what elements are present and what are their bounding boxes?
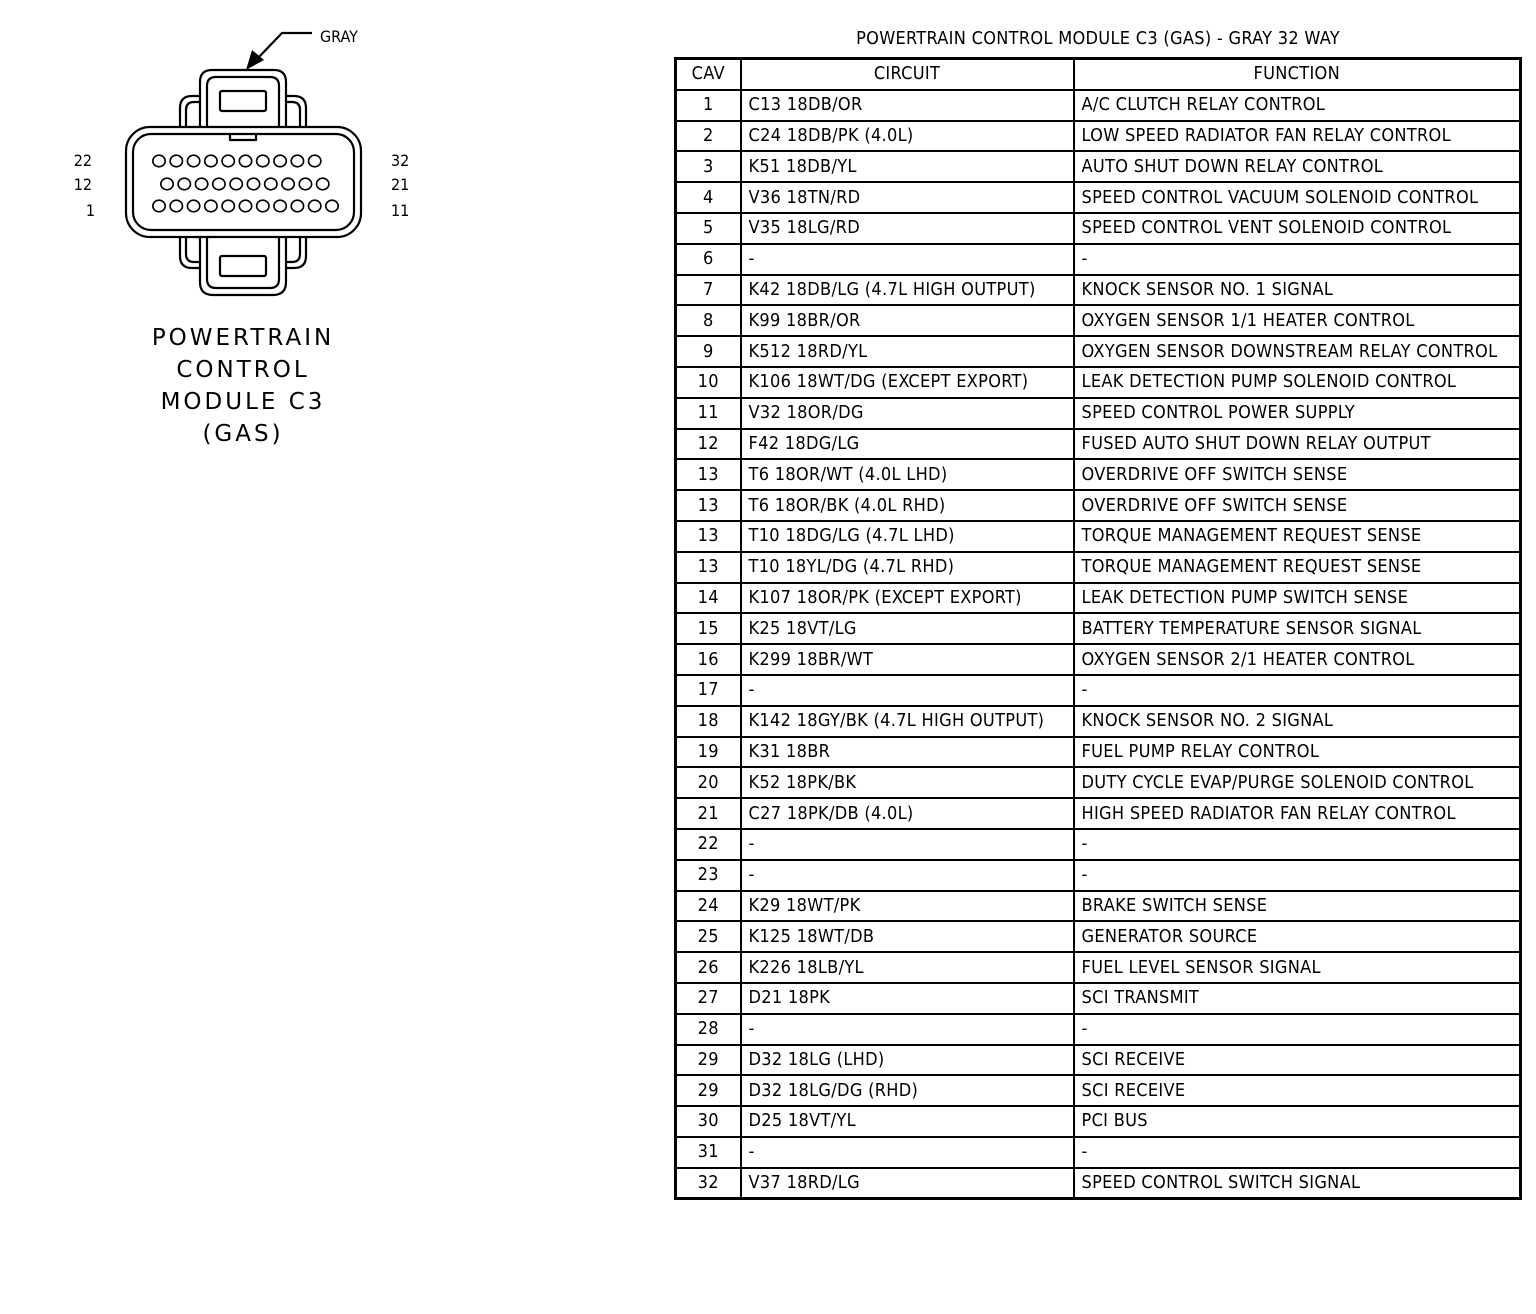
function-cell: LOW SPEED RADIATOR FAN RELAY CONTROL <box>1074 121 1521 152</box>
table-row <box>676 1014 1521 1045</box>
pin-cavity <box>257 200 269 212</box>
pin-cavity <box>178 178 190 190</box>
circuit-cell: V37 18RD/LG <box>741 1168 1074 1199</box>
table-row <box>676 1075 1521 1106</box>
circuit-cell: K299 18BR/WT <box>741 644 1074 675</box>
pin-cavity <box>170 200 182 212</box>
function-cell: - <box>1074 1014 1521 1045</box>
cav-cell: 1 <box>676 90 741 121</box>
table-row <box>676 182 1521 213</box>
color-callout-arrow <box>258 33 312 58</box>
pin-cavity <box>291 200 303 212</box>
cav-cell: 12 <box>676 429 741 460</box>
circuit-cell: - <box>741 675 1074 706</box>
pin-cavity <box>205 155 217 167</box>
cav-cell: 18 <box>676 706 741 737</box>
function-cell: OVERDRIVE OFF SWITCH SENSE <box>1074 490 1521 521</box>
function-cell: SCI RECEIVE <box>1074 1045 1521 1076</box>
circuit-cell: K29 18WT/PK <box>741 891 1074 922</box>
table-row <box>676 767 1521 798</box>
circuit-cell: K142 18GY/BK (4.7L HIGH OUTPUT) <box>741 706 1074 737</box>
circuit-cell: C27 18PK/DB (4.0L) <box>741 798 1074 829</box>
function-cell: GENERATOR SOURCE <box>1074 921 1521 952</box>
circuit-cell: - <box>741 1014 1074 1045</box>
circuit-cell: - <box>741 829 1074 860</box>
pin-cavity <box>230 178 242 190</box>
function-cell: PCI BUS <box>1074 1106 1521 1137</box>
pin-cavity <box>309 200 321 212</box>
cav-cell: 17 <box>676 675 741 706</box>
circuit-cell: - <box>741 244 1074 275</box>
pin-cavity <box>274 200 286 212</box>
cav-cell: 19 <box>676 737 741 768</box>
table-row <box>676 583 1521 614</box>
circuit-cell: C13 18DB/OR <box>741 90 1074 121</box>
table-row <box>676 829 1521 860</box>
cav-cell: 10 <box>676 367 741 398</box>
pin-cavity <box>326 200 338 212</box>
table-row <box>676 1137 1521 1168</box>
circuit-cell: T10 18DG/LG (4.7L LHD) <box>741 521 1074 552</box>
caption-line: POWERTRAIN <box>151 325 335 351</box>
table-row <box>676 891 1521 922</box>
cav-cell: 8 <box>676 305 741 336</box>
table-row <box>676 398 1521 429</box>
table-row <box>676 90 1521 121</box>
table-row <box>676 1168 1521 1199</box>
caption-line: MODULE C3 <box>160 389 326 415</box>
table-row <box>676 213 1521 244</box>
table-row <box>676 983 1521 1014</box>
function-cell: SPEED CONTROL POWER SUPPLY <box>1074 398 1521 429</box>
pin-label-row-bottom-left: 1 <box>85 201 95 220</box>
circuit-cell: K25 18VT/LG <box>741 613 1074 644</box>
pin-label-row-top-right: 32 <box>391 151 410 170</box>
cav-cell: 11 <box>676 398 741 429</box>
pin-cavity <box>161 178 173 190</box>
table-row <box>676 305 1521 336</box>
pin-cavity <box>274 155 286 167</box>
table-row <box>676 336 1521 367</box>
cav-cell: 23 <box>676 860 741 891</box>
caption-line: CONTROL <box>176 357 310 383</box>
cav-cell: 5 <box>676 213 741 244</box>
circuit-cell: K512 18RD/YL <box>741 336 1074 367</box>
cav-cell: 13 <box>676 552 741 583</box>
circuit-cell: K106 18WT/DG (EXCEPT EXPORT) <box>741 367 1074 398</box>
function-cell: OVERDRIVE OFF SWITCH SENSE <box>1074 459 1521 490</box>
pin-cavity <box>222 155 234 167</box>
function-cell: SCI TRANSMIT <box>1074 983 1521 1014</box>
circuit-cell: D21 18PK <box>741 983 1074 1014</box>
circuit-cell: V36 18TN/RD <box>741 182 1074 213</box>
cav-cell: 25 <box>676 921 741 952</box>
pin-cavity <box>170 155 182 167</box>
circuit-cell: C24 18DB/PK (4.0L) <box>741 121 1074 152</box>
function-cell: KNOCK SENSOR NO. 1 SIGNAL <box>1074 275 1521 306</box>
table-row <box>676 860 1521 891</box>
pin-cavity <box>239 200 251 212</box>
pin-cavity <box>257 155 269 167</box>
function-cell: LEAK DETECTION PUMP SOLENOID CONTROL <box>1074 367 1521 398</box>
pin-cavity <box>239 155 251 167</box>
table-header-row <box>676 59 1521 90</box>
cav-cell: 32 <box>676 1168 741 1199</box>
function-cell: - <box>1074 860 1521 891</box>
function-cell: FUEL LEVEL SENSOR SIGNAL <box>1074 952 1521 983</box>
circuit-cell: V35 18LG/RD <box>741 213 1074 244</box>
pin-cavity <box>153 155 165 167</box>
table-title: POWERTRAIN CONTROL MODULE C3 (GAS) - GRAY 32 WAY <box>856 28 1340 49</box>
function-cell: SCI RECEIVE <box>1074 1075 1521 1106</box>
cav-cell: 21 <box>676 798 741 829</box>
module-caption <box>90 322 396 450</box>
function-cell: OXYGEN SENSOR 1/1 HEATER CONTROL <box>1074 305 1521 336</box>
pin-cavity <box>291 155 303 167</box>
cav-cell: 7 <box>676 275 741 306</box>
cav-cell: 16 <box>676 644 741 675</box>
table-row <box>676 459 1521 490</box>
header-function: FUNCTION <box>1074 59 1521 90</box>
function-cell: SPEED CONTROL VACUUM SOLENOID CONTROL <box>1074 182 1521 213</box>
table-row <box>676 429 1521 460</box>
cav-cell: 2 <box>676 121 741 152</box>
cav-cell: 22 <box>676 829 741 860</box>
cav-cell: 9 <box>676 336 741 367</box>
table-row <box>676 521 1521 552</box>
circuit-cell: D32 18LG (LHD) <box>741 1045 1074 1076</box>
pin-cavity <box>247 178 259 190</box>
function-cell: TORQUE MANAGEMENT REQUEST SENSE <box>1074 552 1521 583</box>
cav-cell: 20 <box>676 767 741 798</box>
function-cell: OXYGEN SENSOR DOWNSTREAM RELAY CONTROL <box>1074 336 1521 367</box>
function-cell: BATTERY TEMPERATURE SENSOR SIGNAL <box>1074 613 1521 644</box>
pin-label-row-middle-left: 12 <box>73 175 92 194</box>
cav-cell: 14 <box>676 583 741 614</box>
table-row <box>676 490 1521 521</box>
pin-cavity <box>317 178 329 190</box>
circuit-cell: D32 18LG/DG (RHD) <box>741 1075 1074 1106</box>
cav-cell: 31 <box>676 1137 741 1168</box>
function-cell: TORQUE MANAGEMENT REQUEST SENSE <box>1074 521 1521 552</box>
circuit-cell: T6 18OR/BK (4.0L RHD) <box>741 490 1074 521</box>
function-cell: KNOCK SENSOR NO. 2 SIGNAL <box>1074 706 1521 737</box>
cav-cell: 26 <box>676 952 741 983</box>
pin-cavity <box>265 178 277 190</box>
circuit-cell: K125 18WT/DB <box>741 921 1074 952</box>
table-row <box>676 675 1521 706</box>
circuit-cell: T10 18YL/DG (4.7L RHD) <box>741 552 1074 583</box>
cav-cell: 28 <box>676 1014 741 1045</box>
circuit-cell: K107 18OR/PK (EXCEPT EXPORT) <box>741 583 1074 614</box>
table-row <box>676 275 1521 306</box>
circuit-cell: T6 18OR/WT (4.0L LHD) <box>741 459 1074 490</box>
top-latch <box>200 70 286 128</box>
header-circuit: CIRCUIT <box>741 59 1074 90</box>
table-row <box>676 121 1521 152</box>
cav-cell: 13 <box>676 459 741 490</box>
circuit-cell: K51 18DB/YL <box>741 151 1074 182</box>
function-cell: AUTO SHUT DOWN RELAY CONTROL <box>1074 151 1521 182</box>
pin-cavity <box>205 200 217 212</box>
function-cell: SPEED CONTROL VENT SOLENOID CONTROL <box>1074 213 1521 244</box>
color-callout-label: GRAY <box>320 27 358 46</box>
pinout-table <box>674 57 1522 1200</box>
table-row <box>676 921 1521 952</box>
table-row <box>676 798 1521 829</box>
function-cell: - <box>1074 1137 1521 1168</box>
circuit-cell: - <box>741 1137 1074 1168</box>
pin-label-row-top-left: 22 <box>73 151 92 170</box>
function-cell: - <box>1074 244 1521 275</box>
function-cell: FUEL PUMP RELAY CONTROL <box>1074 737 1521 768</box>
function-cell: HIGH SPEED RADIATOR FAN RELAY CONTROL <box>1074 798 1521 829</box>
pin-cavity-grid <box>153 155 338 212</box>
cav-cell: 27 <box>676 983 741 1014</box>
top-latch-window <box>220 91 266 111</box>
table-row <box>676 552 1521 583</box>
cav-cell: 24 <box>676 891 741 922</box>
cav-cell: 29 <box>676 1045 741 1076</box>
function-cell: A/C CLUTCH RELAY CONTROL <box>1074 90 1521 121</box>
pin-cavity <box>282 178 294 190</box>
pin-cavity <box>299 178 311 190</box>
function-cell: OXYGEN SENSOR 2/1 HEATER CONTROL <box>1074 644 1521 675</box>
circuit-cell: K52 18PK/BK <box>741 767 1074 798</box>
function-cell: DUTY CYCLE EVAP/PURGE SOLENOID CONTROL <box>1074 767 1521 798</box>
table-row <box>676 151 1521 182</box>
function-cell: FUSED AUTO SHUT DOWN RELAY OUTPUT <box>1074 429 1521 460</box>
cav-cell: 13 <box>676 521 741 552</box>
function-cell: SPEED CONTROL SWITCH SIGNAL <box>1074 1168 1521 1199</box>
circuit-cell: K31 18BR <box>741 737 1074 768</box>
table-row <box>676 952 1521 983</box>
circuit-cell: F42 18DG/LG <box>741 429 1074 460</box>
pin-cavity <box>153 200 165 212</box>
table-row <box>676 706 1521 737</box>
bottom-latch <box>200 237 286 295</box>
cav-cell: 4 <box>676 182 741 213</box>
cav-cell: 6 <box>676 244 741 275</box>
pin-cavity <box>213 178 225 190</box>
table-row <box>676 1106 1521 1137</box>
function-cell: - <box>1074 829 1521 860</box>
bottom-latch-window <box>220 256 266 276</box>
caption-line: (GAS) <box>202 421 284 447</box>
table-row <box>676 613 1521 644</box>
header-cav: CAV <box>676 59 741 90</box>
pin-cavity <box>195 178 207 190</box>
function-cell: BRAKE SWITCH SENSE <box>1074 891 1521 922</box>
cav-cell: 3 <box>676 151 741 182</box>
function-cell: - <box>1074 675 1521 706</box>
pin-label-row-bottom-right: 11 <box>391 201 410 220</box>
table-row <box>676 737 1521 768</box>
table-row <box>676 1045 1521 1076</box>
pin-cavity <box>309 155 321 167</box>
table-row <box>676 644 1521 675</box>
pin-cavity <box>187 155 199 167</box>
pin-cavity <box>187 200 199 212</box>
pin-cavity <box>222 200 234 212</box>
cav-cell: 15 <box>676 613 741 644</box>
circuit-cell: K99 18BR/OR <box>741 305 1074 336</box>
circuit-cell: D25 18VT/YL <box>741 1106 1074 1137</box>
cav-cell: 30 <box>676 1106 741 1137</box>
table-row <box>676 367 1521 398</box>
circuit-cell: V32 18OR/DG <box>741 398 1074 429</box>
circuit-cell: K42 18DB/LG (4.7L HIGH OUTPUT) <box>741 275 1074 306</box>
pin-label-row-middle-right: 21 <box>391 175 410 194</box>
table-row <box>676 244 1521 275</box>
function-cell: LEAK DETECTION PUMP SWITCH SENSE <box>1074 583 1521 614</box>
cav-cell: 29 <box>676 1075 741 1106</box>
circuit-cell: K226 18LB/YL <box>741 952 1074 983</box>
cav-cell: 13 <box>676 490 741 521</box>
circuit-cell: - <box>741 860 1074 891</box>
